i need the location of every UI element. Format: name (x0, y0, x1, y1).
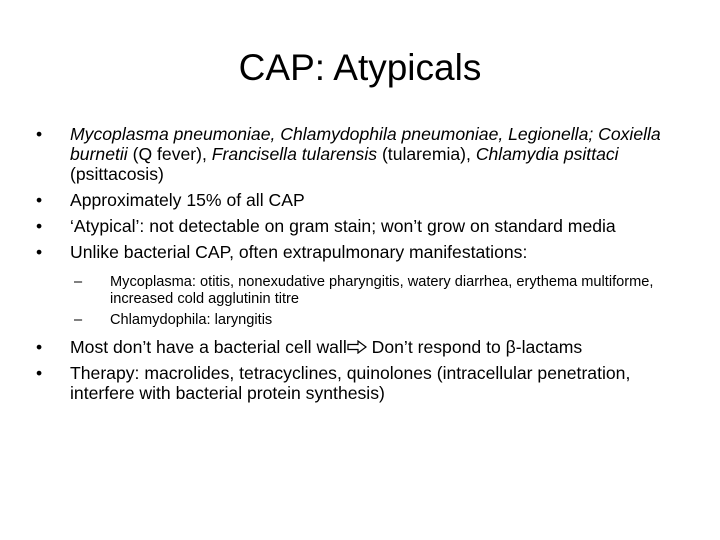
slide-title: CAP: Atypicals (238, 47, 482, 88)
psittacosis-note: (psittacosis) (70, 164, 164, 184)
bullet-text: Most don’t have a bacterial cell wall (70, 337, 347, 357)
bullet-item-organisms (32, 124, 692, 184)
bullet-text: Therapy: macrolides, tetracyclines, quinolones (intracellular penetration, interfere with bacterial protein synthesis) (70, 363, 631, 403)
francisella-name: Francisella tularensis (211, 144, 378, 164)
bullet-icon: • (36, 190, 43, 210)
sub-item-text: Mycoplasma: otitis, nonexudative pharyngitis, watery diarrhea, erythema multiforme, increased cold agglutinin titre (110, 274, 654, 307)
bullet-item-therapy (32, 363, 692, 403)
bullet-icon: • (36, 216, 43, 236)
sub-item-mycoplasma (68, 274, 692, 308)
chlamydia-psittaci-name: Chlamydia psittaci (475, 144, 619, 164)
bullet-text: ‘Atypical’: not detectable on gram stain; won’t grow on standard media (70, 216, 616, 236)
dash-icon: – (74, 312, 83, 328)
arrow-right-icon (347, 337, 367, 357)
sub-item-chlamydophila (68, 312, 692, 329)
q-fever-note: (Q fever), (127, 144, 212, 164)
bullet-icon: • (36, 124, 43, 144)
bullet-icon: • (36, 363, 43, 383)
sub-bullet-list (70, 274, 692, 329)
bullet-list (32, 124, 692, 409)
beta-lactam-text: Don’t respond to β-lactams (366, 337, 583, 357)
dash-icon: – (74, 274, 83, 290)
bullet-text: Unlike bacterial CAP, often extrapulmonary manifestations: (70, 242, 528, 262)
sub-item-text: Chlamydophila: laryngitis (110, 312, 273, 328)
tularemia-note: (tularemia), (377, 144, 476, 164)
bullet-icon: • (36, 337, 43, 357)
bullet-item-atypical-definition (32, 216, 692, 236)
bullet-icon: • (36, 242, 43, 262)
bullet-item-prevalence (32, 190, 692, 210)
bullet-item-cell-wall (32, 337, 692, 357)
bullet-text: Approximately 15% of all CAP (70, 190, 305, 210)
organism-names: Mycoplasma pneumoniae, Chlamydophila pneumoniae, Legionella; Coxiella burnetii (70, 124, 661, 164)
bullet-item-extrapulmonary (32, 242, 692, 329)
